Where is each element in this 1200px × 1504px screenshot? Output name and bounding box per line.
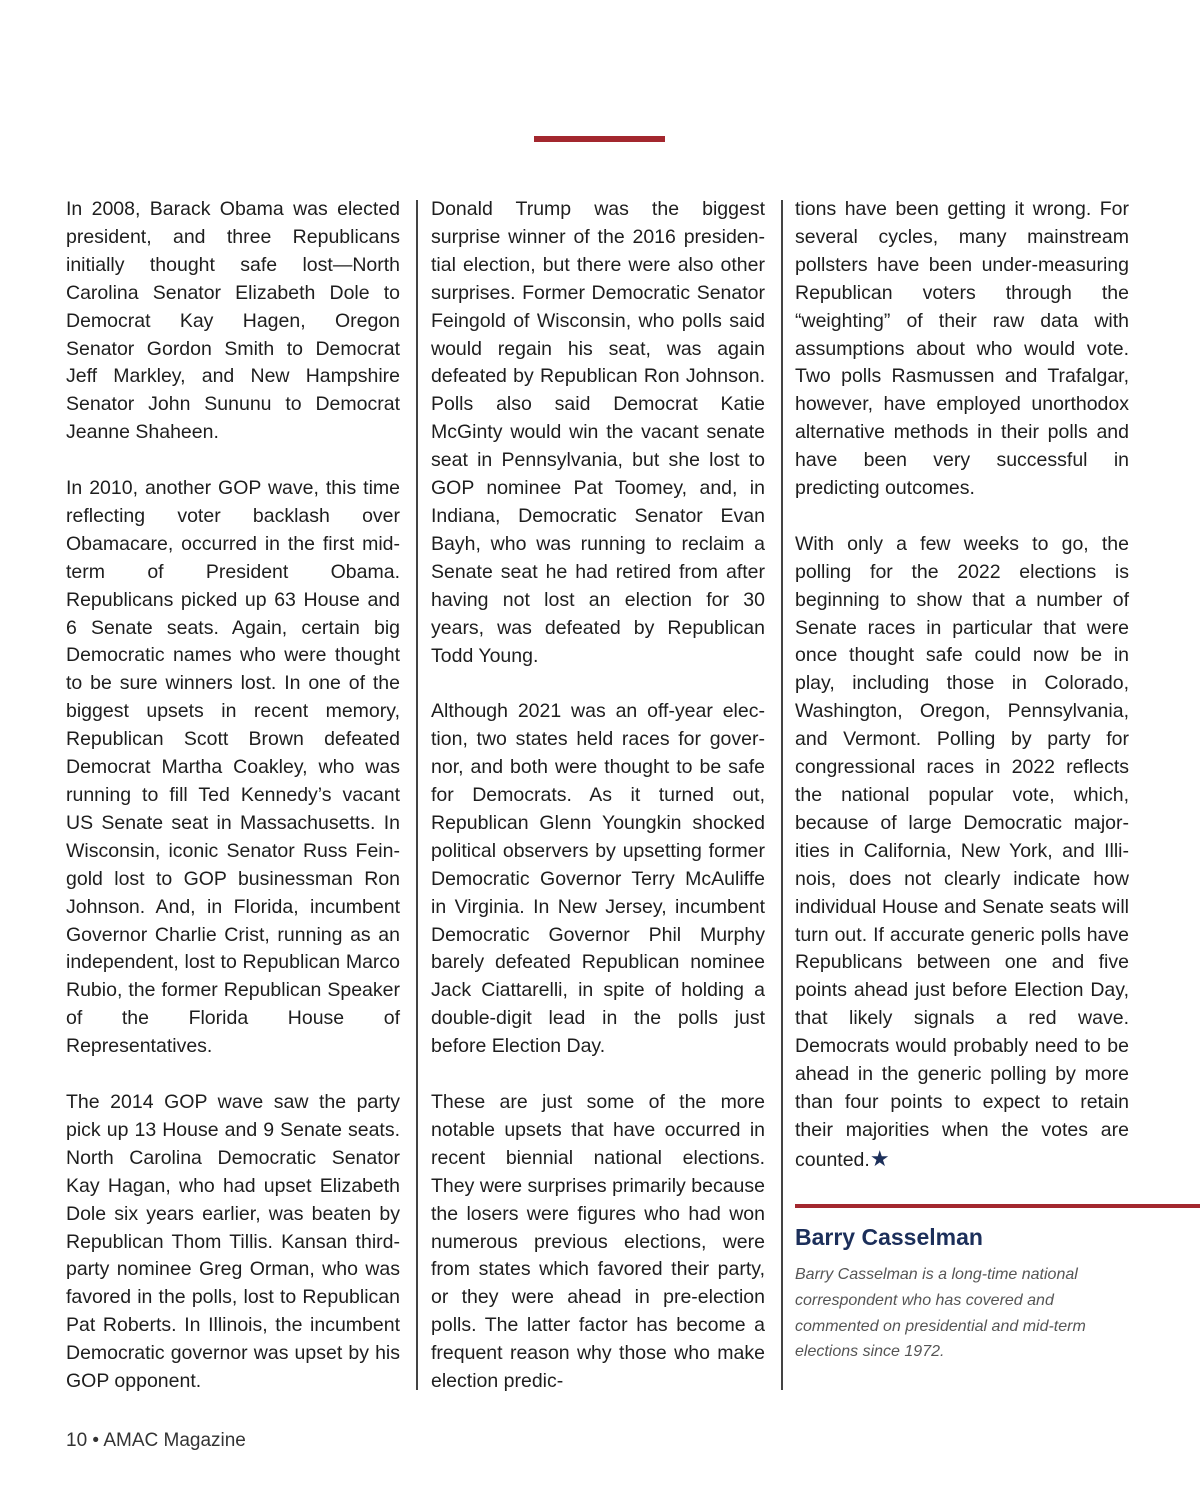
column-divider-2 — [781, 200, 783, 1390]
paragraph-2021: Although 2021 was an off-year election, two states held races for governor, and both were thought to be safe for Democrats. As it turned out, Republican Glenn Youngkin shocked political observers by upsetting former Democratic Governor Terry McAuliffe in Virginia. In New Jersey, incumbent Democratic Governor Phil Murphy barely defeated Republican nominee Jack Ciattarelli, in spite of holding a double-digit lead in the polls just before Election Day. — [431, 700, 765, 1058]
author-bio: Barry Casselman is a long-time national correspondent who has covered and commented on presidential and mid-term elections since 1972. — [795, 1266, 1086, 1361]
paragraph-upsets: These are just some of the more notable upsets that have occurred in recent biennial national elections. They were surprises primarily because the losers were figures who had won numerous previous elections, were from states which favored their party, or they were ahead in pre-election polls. The latter factor has become a frequent reason why those who make election predic- — [431, 1090, 765, 1393]
column-divider-1 — [416, 200, 418, 1390]
author-divider — [795, 1204, 1200, 1208]
paragraph-2008: In 2008, Barack Obama was elected president, and three Republicans initially thought safe lost—North Carolina Senator Elizabeth Dole to Democrat Kay Hagen, Oregon Senator Gordon Smith to Democrat Jeff Markley, and New Hampshire Senator John Sununu to Democrat Jeanne Shaheen. — [66, 198, 400, 444]
paragraph-2010: In 2010, another GOP wave, this time reflecting voter backlash over Obamacare, occurred in the first mid-term of President Obama. Republicans picked up 63 House and 6 Senate seats. Again, certain big Democratic names who were thought to be sure winners lost. In one of the biggest upsets in recent memory, Republican Scott Brown defeated Democrat Martha Coakley, who was running to fill Ted Kennedy’s vacant US Senate seat in Massachusetts. In Wisconsin, iconic Senator Russ Feingold lost to GOP businessman Ron Johnson. And, in Florida, incumbent Governor Charlie Crist, running as an independent, lost to Republican Marco Rubio, the former Republican Speaker of the Florida House of Representatives. — [66, 477, 400, 1058]
footer-separator: • — [92, 1430, 100, 1451]
page-number: 10 — [66, 1430, 88, 1451]
end-star-icon: ★ — [869, 1145, 890, 1171]
article-column-1 — [66, 196, 400, 1396]
paragraph-2022 — [795, 531, 1129, 1175]
paragraph-2014: The 2014 GOP wave saw the party pick up 13 House and 9 Senate seats. North Carolina Democratic Senator Kay Hagan, who had upset Elizabeth Dole six years earlier, was beaten by Republican Thom Tillis. Kansan third-party nominee Greg Orman, who was favored in the polls, lost to Republican Pat Roberts. In Illinois, the incumbent Democratic governor was upset by his GOP opponent. — [66, 1090, 400, 1393]
page-footer — [66, 1430, 246, 1452]
paragraph-2016: Donald Trump was the biggest surprise winner of the 2016 presidential election, but there were also other surprises. Former Democratic Senator Feingold of Wisconsin, who polls said would regain his seat, was again defeated by Republican Ron Johnson. Polls also said Democrat Katie McGinty would win the vacant senate seat in Pennsylvania, but she lost to GOP nominee Pat Toomey, and, in Indiana, Democratic Senator Evan Bayh, who was running to reclaim a Senate seat he had retired from after having not lost an election for 30 years, was defeated by Republican Todd Young. — [431, 198, 765, 667]
author-name: Barry Casselman — [795, 1224, 983, 1250]
paragraph-pollsters: tions have been getting it wrong. For several cycles, many mainstream pollsters have been under-measuring Republican voters through the “weighting” of their raw data with assumptions about who would vote. Two polls Rasmussen and Trafalgar, however, have employed unorthodox alternative methods in their polls and have been very successful in predicting outcomes. — [795, 198, 1129, 500]
article-column-2 — [431, 196, 765, 1396]
header-accent-bar — [534, 136, 665, 142]
paragraph-2022-text: With only a few weeks to go, the polling for the 2022 elections is beginning to show that a number of Senate races in particular that were once thought safe could now be in play, including those in Colorado, Washington, Oregon, Pennsylvania, and Vermont. Polling by party for congressional races in 2022 reflects the national popular vote, which, because of large Democratic majorities in California, New York, and Illinois, does not clearly indicate how individual House and Senate seats will turn out. If accurate generic polls have Republicans between one and five points ahead just before Election Day, that likely signals a red wave. Democrats would probably need to be ahead in the generic polling by more than four points to expect to retain their majorities when the votes are counted. — [795, 532, 1129, 1171]
publication-name: AMAC Magazine — [103, 1430, 246, 1451]
article-column-3 — [795, 196, 1129, 1175]
